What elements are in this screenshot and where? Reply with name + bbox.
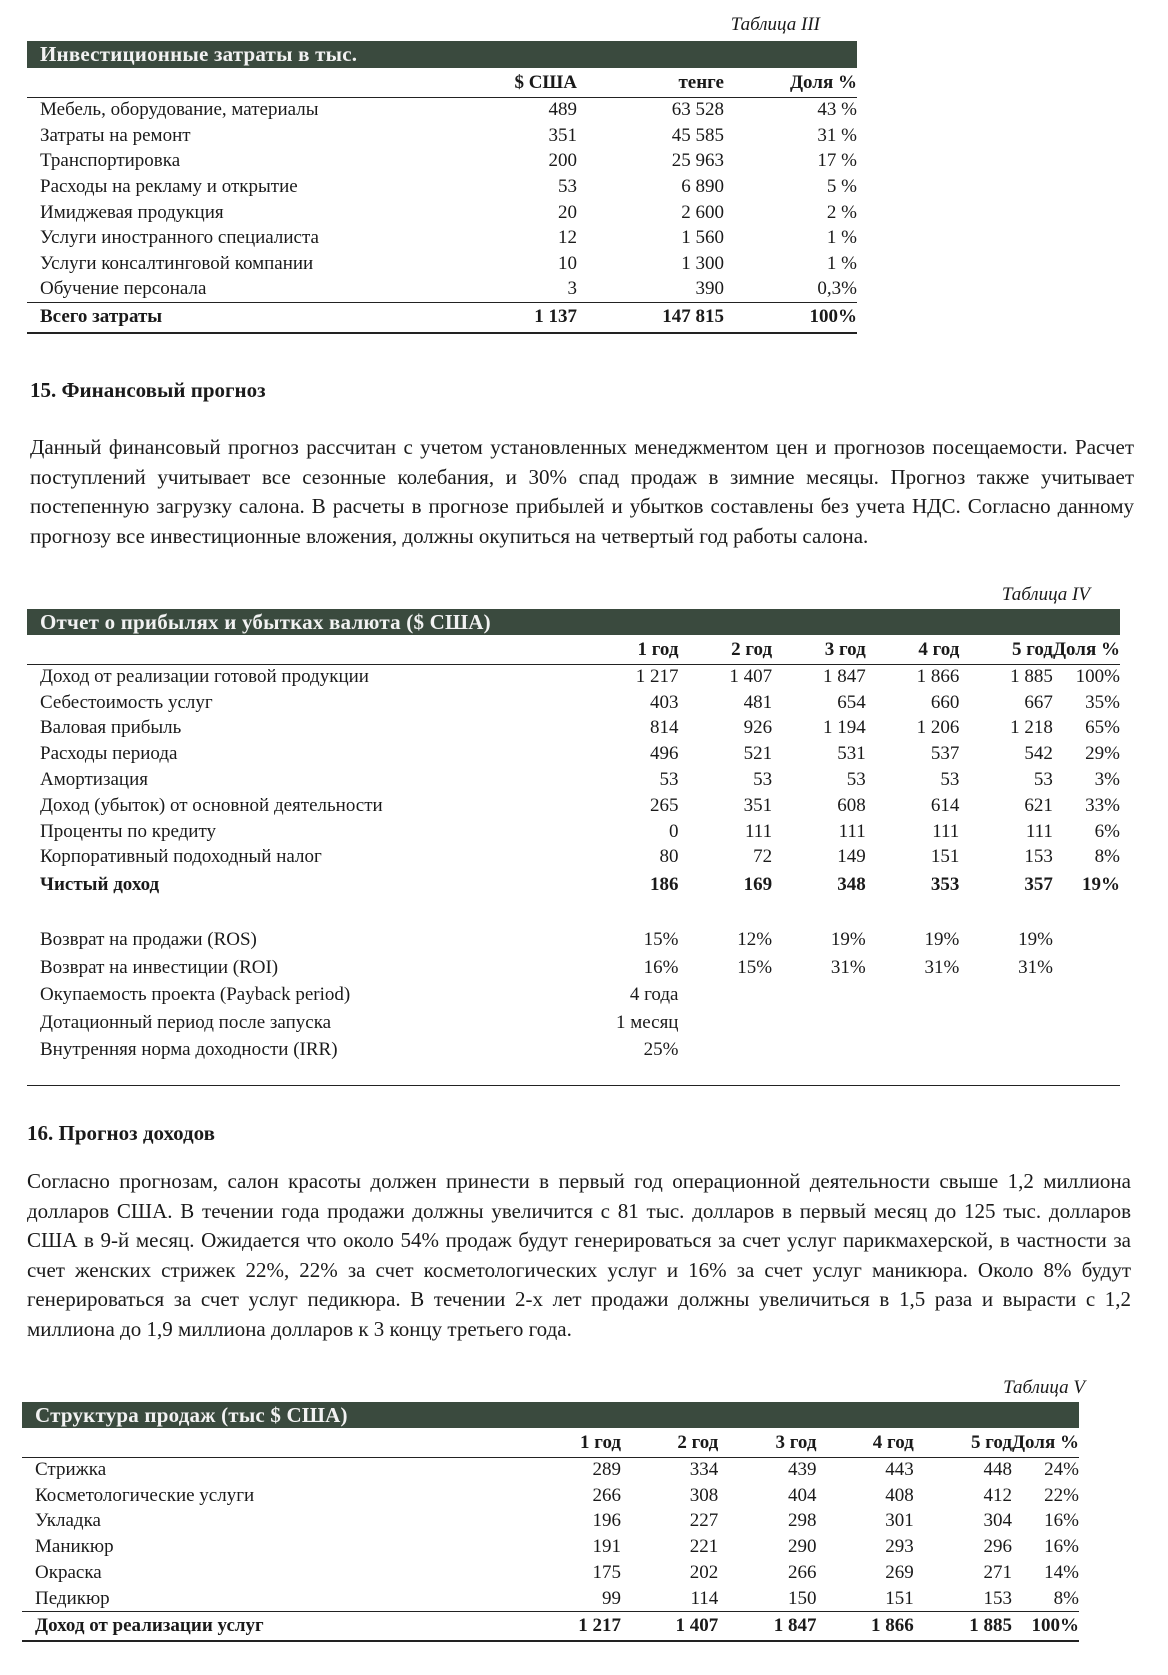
table-row [27, 767, 1120, 793]
section16-paragraph: Согласно прогнозам, салон красоты должен принести в первый год операционной деятельности свыше 1,2 миллиона долларов США. В течении года продажи должны увеличится с 81 тыс. долларов в первый месяц до 125 тыс. долларов США в 9-й месяц. Ожидается что около 54% продаж будут генерироваться за счет услуг парикмахерской, в частности за счет женских стрижек 22%, 22% за счет косметологических услуг и 16% за счет услуг маникюра. Около 8% будут генерироваться за счет услуг педикюра. В течении 2-х лет продажи должны увеличиться в 1,5 раза и вырасти с 1,2 миллиона до 1,9 миллиона долларов к 3 концу третьего года. [27, 1169, 1131, 1341]
table-row [27, 819, 1120, 845]
row-label: Обучение персонала [40, 278, 207, 300]
cell-value: 17 % [817, 150, 857, 172]
cell-value: 390 [695, 278, 724, 300]
cell-value: 608 [837, 794, 866, 816]
cell-value: 31% [1018, 956, 1053, 978]
table4-title-bar: Отчет о прибылях и убытках валюта ($ США) [27, 609, 1120, 635]
cell-value: 404 [787, 1484, 817, 1506]
table-row [22, 1509, 1079, 1535]
row-label: Расходы на рекламу и открытие [40, 175, 298, 197]
cell-value: 266 [592, 1484, 622, 1506]
table4-header-year3: 3 год [772, 637, 866, 664]
table-row [27, 664, 1120, 690]
cell-value: 29% [1085, 743, 1120, 765]
row-label: Мебель, оборудование, материалы [40, 99, 319, 121]
row-label: Всего затраты [27, 303, 420, 333]
cell-value: 15% [737, 956, 773, 978]
cell-value: 111 [1025, 820, 1053, 842]
cell-value: 31% [830, 956, 866, 978]
cell-value: 53 [1033, 769, 1053, 791]
cell-value: 186 [649, 874, 679, 896]
cell-value: 308 [689, 1484, 719, 1506]
table5-header-year2: 2 год [621, 1430, 718, 1457]
table5-header-year3: 3 год [718, 1430, 816, 1457]
table5-header-year4: 4 год [816, 1430, 913, 1457]
cell-value: 265 [649, 794, 679, 816]
cell-value: 412 [983, 1484, 1012, 1506]
row-label: Стрижка [35, 1459, 107, 1481]
cell-value: 175 [592, 1562, 622, 1584]
cell-value: 2 600 [681, 201, 724, 223]
cell-value: 149 [837, 846, 866, 868]
spacer-row [27, 900, 1120, 926]
table4-header-spacer [27, 637, 584, 664]
cell-value: 1 866 [916, 666, 960, 688]
cell-value: 24% [1044, 1459, 1079, 1481]
row-label: Дотационный период после запуска [40, 1011, 332, 1033]
cell-value: 25% [643, 1039, 679, 1061]
row-label: Услуги иностранного специалиста [40, 227, 319, 249]
cell-value: 111 [838, 820, 866, 842]
table-row [22, 1586, 1079, 1612]
cell-value: 45 585 [671, 124, 724, 146]
cell-value: 31 % [817, 124, 857, 146]
ratio-row [27, 981, 1120, 1009]
cell-value: 496 [649, 743, 679, 765]
cell-value: 221 [689, 1536, 719, 1558]
cell-value: 19% [1018, 929, 1053, 951]
cell-value: 289 [592, 1459, 622, 1481]
cell-value: 20 [558, 201, 577, 223]
empty-cell [1053, 926, 1120, 954]
empty-cell [1053, 954, 1120, 982]
section16-heading: 16. Прогноз доходов [27, 1121, 215, 1145]
cell-value: 1 407 [729, 666, 773, 688]
cell-value: 814 [649, 717, 679, 739]
cell-value: 33% [1085, 794, 1120, 816]
row-label: Расходы периода [40, 743, 178, 765]
cell-value: 489 [548, 99, 577, 121]
cell-value: 521 [743, 743, 773, 765]
total-row [27, 870, 1120, 900]
cell-value: 351 [743, 794, 773, 816]
cell-value: 1 300 [681, 252, 724, 274]
table-row [27, 793, 1120, 819]
cell-value: 53 [558, 175, 577, 197]
row-label: Доход от реализации услуг [22, 1612, 523, 1641]
profit-loss-table [27, 637, 1120, 1064]
table5-header-year1: 1 год [523, 1430, 621, 1457]
cell-value: 14% [1044, 1562, 1079, 1584]
cell-value: 25 963 [671, 150, 724, 172]
table4-header-share: Доля % [1053, 637, 1120, 664]
table3-title-bar: Инвестиционные затраты в тыс. [27, 41, 857, 68]
cell-value [678, 1009, 772, 1037]
cell-value: 1 560 [681, 227, 724, 249]
cell-value: 1 137 [420, 303, 577, 333]
cell-value: 403 [649, 691, 679, 713]
cell-value: 153 [983, 1587, 1012, 1609]
table-row [27, 225, 857, 251]
cell-value: 2 % [826, 201, 857, 223]
table-row [27, 741, 1120, 767]
cell-value: 408 [885, 1484, 914, 1506]
section15-heading: 15. Финансовый прогноз [30, 378, 266, 402]
cell-value: 169 [743, 874, 773, 896]
cell-value: 53 [846, 769, 866, 791]
row-label: Маникюр [35, 1536, 114, 1558]
row-label: Доход от реализации готовой продукции [40, 666, 369, 688]
cell-value: 304 [983, 1510, 1012, 1532]
cell-value: 202 [689, 1562, 719, 1584]
table4-header-year2: 2 год [678, 637, 772, 664]
table-row [27, 148, 857, 174]
cell-value: 227 [689, 1510, 719, 1532]
cell-value: 926 [743, 717, 773, 739]
cell-value: 35% [1085, 691, 1120, 713]
table-row [27, 716, 1120, 742]
cell-value: 6 890 [681, 175, 724, 197]
cell-value: 621 [1024, 794, 1053, 816]
cell-value: 31% [924, 956, 960, 978]
cell-value [959, 1036, 1053, 1064]
table-row [27, 97, 857, 123]
row-label: Имиджевая продукция [40, 201, 224, 223]
cell-value: 53 [659, 769, 679, 791]
row-label: Чистый доход [40, 874, 160, 896]
table3-header-tenge: тенге [577, 70, 724, 97]
row-label: Проценты по кредиту [40, 820, 217, 842]
cell-value: 53 [753, 769, 773, 791]
cell-value: 1 866 [816, 1612, 913, 1641]
row-label: Транспортировка [40, 150, 181, 172]
cell-value: 667 [1024, 691, 1053, 713]
empty-cell [1053, 1009, 1120, 1037]
row-label: Возврат на инвестиции (ROI) [40, 956, 279, 978]
cell-value: 542 [1024, 743, 1053, 765]
cell-value: 1 217 [523, 1612, 621, 1641]
cell-value: 6% [1094, 820, 1120, 842]
cell-value: 151 [885, 1587, 914, 1609]
cell-value: 614 [930, 794, 960, 816]
table-row [27, 277, 857, 303]
row-label: Корпоративный подоходный налог [40, 846, 322, 868]
cell-value: 100% [1012, 1612, 1079, 1641]
cell-value: 100% [724, 303, 857, 333]
cell-value: 10 [558, 252, 577, 274]
table-row [27, 251, 857, 277]
cell-value [772, 1036, 866, 1064]
cell-value: 111 [745, 820, 773, 842]
cell-value: 15% [643, 929, 679, 951]
cell-value: 348 [837, 874, 866, 896]
table5-header-share: Доля % [1012, 1430, 1079, 1457]
cell-value: 443 [885, 1459, 914, 1481]
cell-value: 271 [983, 1562, 1012, 1584]
row-label: Валовая прибыль [40, 717, 182, 739]
spacer-cell [27, 900, 1120, 926]
table5-header-year5: 5 год [914, 1430, 1012, 1457]
table3-header-usd: $ США [420, 70, 577, 97]
cell-value: 0,3% [817, 278, 857, 300]
ratio-row [27, 926, 1120, 954]
cell-value: 196 [592, 1510, 622, 1532]
cell-value: 65% [1085, 717, 1120, 739]
cell-value [678, 981, 772, 1009]
table-row [22, 1457, 1079, 1483]
table4-bottom-rule [27, 1085, 1120, 1086]
cell-value: 8% [1094, 846, 1120, 868]
cell-value: 16% [1044, 1536, 1079, 1558]
cell-value [866, 981, 960, 1009]
cell-value: 1 885 [1010, 666, 1053, 688]
cell-value: 5 % [826, 175, 857, 197]
table4-header-year5: 5 год [959, 637, 1053, 664]
table4-caption: Таблица IV [1001, 584, 1090, 605]
table-row [27, 123, 857, 149]
table3-header-share: Доля % [724, 70, 857, 97]
cell-value [866, 1009, 960, 1037]
cell-value: 151 [930, 846, 960, 868]
row-label: Доход (убыток) от основной деятельности [40, 794, 383, 816]
cell-value: 99 [602, 1587, 622, 1609]
ratio-row [27, 954, 1120, 982]
table-row [27, 690, 1120, 716]
cell-value: 8% [1053, 1587, 1079, 1609]
cell-value: 298 [787, 1510, 817, 1532]
cell-value: 1 217 [635, 666, 679, 688]
row-label: Амортизация [40, 769, 148, 791]
cell-value: 80 [659, 846, 679, 868]
row-label: Косметологические услуги [35, 1484, 255, 1506]
sales-structure-table [22, 1430, 1079, 1642]
cell-value: 537 [930, 743, 960, 765]
cell-value: 153 [1024, 846, 1053, 868]
cell-value: 111 [932, 820, 960, 842]
cell-value: 72 [753, 846, 773, 868]
table-row [27, 174, 857, 200]
cell-value [772, 981, 866, 1009]
cell-value: 147 815 [577, 303, 724, 333]
cell-value: 296 [983, 1536, 1012, 1558]
cell-value: 290 [787, 1536, 817, 1558]
investment-costs-table [27, 70, 857, 334]
cell-value [866, 1036, 960, 1064]
cell-value: 63 528 [671, 99, 724, 121]
table-row [22, 1534, 1079, 1560]
row-label: Окупаемость проекта (Payback period) [40, 984, 351, 1006]
cell-value: 1 847 [718, 1612, 816, 1641]
table3-header-spacer [27, 70, 420, 97]
cell-value: 353 [930, 874, 960, 896]
cell-value: 53 [940, 769, 960, 791]
cell-value: 43 % [817, 99, 857, 121]
cell-value: 16% [643, 956, 679, 978]
cell-value: 4 года [629, 984, 679, 1006]
cell-value: 3% [1094, 769, 1120, 791]
cell-value: 334 [689, 1459, 719, 1481]
table5-title-bar: Структура продаж (тыс $ США) [22, 1402, 1079, 1428]
cell-value: 19% [1082, 874, 1120, 896]
cell-value: 1 месяц [615, 1011, 679, 1033]
row-label: Окраска [35, 1562, 102, 1584]
row-label: Услуги консалтинговой компании [40, 252, 314, 274]
cell-value: 1 847 [822, 666, 866, 688]
cell-value [678, 1036, 772, 1064]
total-row [27, 303, 857, 333]
cell-value: 351 [548, 124, 577, 146]
cell-value: 114 [690, 1587, 719, 1609]
row-label: Себестоимость услуг [40, 691, 213, 713]
cell-value: 1 194 [822, 717, 866, 739]
table-row [22, 1483, 1079, 1509]
cell-value: 481 [743, 691, 773, 713]
table-row [22, 1560, 1079, 1586]
ratio-row [27, 1036, 1120, 1064]
total-row [22, 1612, 1079, 1641]
empty-cell [1053, 1036, 1120, 1064]
empty-cell [1053, 981, 1120, 1009]
cell-value: 654 [837, 691, 866, 713]
table-row [27, 845, 1120, 871]
row-label: Затраты на ремонт [40, 124, 191, 146]
row-label: Укладка [35, 1510, 101, 1532]
cell-value: 266 [787, 1562, 817, 1584]
cell-value: 12 [558, 227, 577, 249]
table5-caption: Таблица V [1003, 1377, 1085, 1398]
cell-value: 293 [885, 1536, 914, 1558]
cell-value: 531 [837, 743, 866, 765]
cell-value: 100% [1075, 666, 1120, 688]
cell-value: 200 [548, 150, 577, 172]
cell-value: 1 206 [916, 717, 960, 739]
cell-value: 19% [830, 929, 866, 951]
cell-value: 16% [1044, 1510, 1079, 1532]
cell-value: 12% [737, 929, 773, 951]
cell-value: 357 [1024, 874, 1053, 896]
cell-value: 22% [1044, 1484, 1079, 1506]
table5-header-spacer [22, 1430, 523, 1457]
cell-value: 150 [787, 1587, 817, 1609]
cell-value: 1 885 [914, 1612, 1012, 1641]
row-label: Внутренняя норма доходности (IRR) [40, 1039, 338, 1061]
cell-value [959, 981, 1053, 1009]
cell-value: 1 407 [621, 1612, 718, 1641]
cell-value: 1 % [826, 227, 857, 249]
table4-header-year1: 1 год [584, 637, 679, 664]
cell-value: 191 [592, 1536, 622, 1558]
ratio-row [27, 1009, 1120, 1037]
cell-value: 19% [924, 929, 960, 951]
row-label: Педикюр [35, 1587, 110, 1609]
row-label: Возврат на продажи (ROS) [40, 929, 257, 951]
cell-value: 301 [885, 1510, 914, 1532]
cell-value: 0 [668, 820, 679, 842]
table-row [27, 200, 857, 226]
cell-value [772, 1009, 866, 1037]
cell-value: 448 [983, 1459, 1012, 1481]
table4-header-year4: 4 год [866, 637, 960, 664]
cell-value: 660 [930, 691, 960, 713]
table3-caption: Таблица III [730, 14, 820, 35]
cell-value: 3 [567, 278, 577, 300]
cell-value [959, 1009, 1053, 1037]
cell-value: 269 [885, 1562, 914, 1584]
cell-value: 1 218 [1010, 717, 1053, 739]
section15-paragraph: Данный финансовый прогноз рассчитан с учетом установленных менеджментом цен и прогнозов посещаемости. Расчет поступлений учитывает все сезонные колебания, и 30% спад продаж в зимние месяцы. Прогноз также учитывает постепенную загрузку салона. В расчеты в прогнозе прибылей и убытков составлены без учета НДС. Согласно данному прогнозу все инвестиционные вложения, должны окупиться на четвертый год работы салона. [30, 435, 1134, 548]
cell-value: 439 [787, 1459, 817, 1481]
cell-value: 1 % [826, 252, 857, 274]
